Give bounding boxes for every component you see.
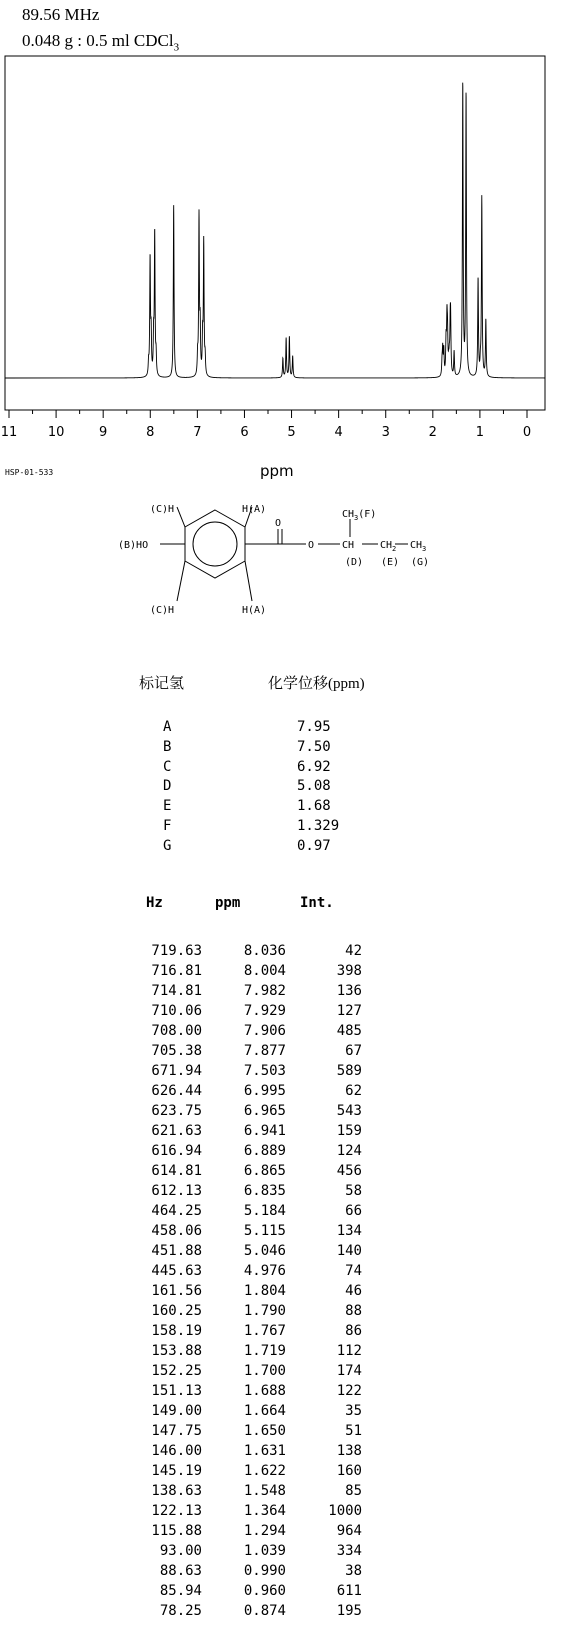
peak-row [0,1421,570,1441]
label-g: (G) [411,557,430,568]
peak-int: 456 [336,1163,362,1179]
peak-row [0,1161,570,1181]
x-tick-label: 0 [522,425,532,440]
assignment-row [0,758,570,778]
peak-int: 74 [345,1263,362,1279]
peak-hz: 122.13 [151,1503,202,1519]
peak-row [0,1101,570,1121]
peak-header-hz: Hz [146,895,163,911]
peak-row [0,981,570,1001]
peak-hz: 614.81 [151,1163,202,1179]
sample-label: 0.048 g : 0.5 ml CDCl$_3$ [22,31,180,54]
peak-int: 122 [336,1383,362,1399]
label-ch-top-left: (C)H [150,505,175,515]
peak-row [0,961,570,981]
peak-ppm: 8.004 [243,963,286,979]
peak-row [0,1061,570,1081]
peak-row [0,1181,570,1201]
x-axis-tick-labels [1,425,531,440]
peak-ppm: 7.906 [243,1023,286,1039]
peak-ppm: 1.294 [243,1523,286,1539]
peak-int: 543 [336,1103,362,1119]
label-ch3-f: $CH_3(F)$ [342,509,377,522]
assignment-label: A [163,719,172,735]
assignment-row [0,738,570,758]
ring-circle [193,522,237,566]
peak-row [0,1401,570,1421]
peak-int: 485 [336,1023,362,1039]
peak-ppm: 6.965 [243,1103,286,1119]
peak-ppm: 7.929 [243,1003,286,1019]
peak-hz: 621.63 [151,1123,202,1139]
peak-ppm: 5.115 [243,1223,286,1239]
peak-row [0,1261,570,1281]
x-axis-ticks [9,410,527,418]
peak-int: 398 [336,963,362,979]
peak-int: 58 [345,1183,362,1199]
peak-int: 35 [345,1403,362,1419]
peak-int: 140 [336,1243,362,1259]
x-tick-label: 2 [428,425,437,440]
peak-row [0,1281,570,1301]
frequency-label: 89.56 MHz [22,5,100,24]
peak-marks [149,84,486,378]
plot-frame [5,56,545,410]
peak-hz: 88.63 [159,1563,202,1579]
peak-ppm: 1.664 [243,1403,286,1419]
peak-hz: 671.94 [151,1063,202,1079]
x-tick-label: 9 [99,425,108,440]
peak-int: 51 [345,1423,362,1439]
peak-hz: 152.25 [151,1363,202,1379]
peak-row [0,1541,570,1561]
label-d: (D) [345,557,364,568]
assignment-header-label: 标记氢 [139,676,185,692]
bonds [160,507,408,601]
peak-ppm: 7.503 [243,1063,286,1079]
spectrum-id: HSP-01-533 [5,468,54,477]
peak-hz: 616.94 [151,1143,202,1159]
peak-int: 964 [336,1523,362,1539]
peak-header-int: Int. [300,895,334,911]
molecule-structure [0,505,570,625]
peak-ppm: 6.941 [243,1123,286,1139]
assignment-header-shift: 化学位移(ppm) [268,676,365,692]
peak-ppm: 6.995 [243,1083,286,1099]
assignment-row [0,837,570,857]
peak-ppm: 6.889 [243,1143,286,1159]
label-carbonyl-oxygen: O [275,518,282,529]
peak-int: 134 [336,1223,362,1239]
x-tick-label: 4 [334,425,343,440]
assignment-label: E [163,798,172,815]
peak-int: 67 [345,1043,362,1059]
peak-int: 62 [345,1083,362,1099]
peak-ppm: 1.548 [243,1483,286,1499]
peak-hz: 151.13 [151,1383,202,1399]
assignment-shift: 7.95 [297,719,331,735]
peak-ppm: 1.700 [243,1363,286,1379]
peak-hz: 612.13 [151,1183,202,1199]
peak-int: 138 [336,1443,362,1459]
benzene-ring [185,510,245,578]
x-axis-label: ppm [260,462,294,480]
peak-hz: 451.88 [151,1243,202,1259]
peak-hz: 705.38 [151,1043,202,1059]
peak-int: 159 [336,1123,362,1139]
label-h-bottom-right: H(A) [242,605,267,616]
peak-hz: 708.00 [151,1023,202,1039]
assignment-shift: 6.92 [297,758,331,775]
peak-hz: 145.19 [151,1463,202,1479]
peak-int: 112 [336,1343,362,1359]
peak-hz: 716.81 [151,963,202,979]
peak-hz: 710.06 [151,1003,202,1019]
peak-hz: 458.06 [151,1223,202,1239]
peak-row [0,1201,570,1221]
x-tick-label: 1 [475,425,485,440]
peak-int: 88 [345,1303,362,1319]
peak-row [0,1241,570,1261]
assignment-label: G [163,837,172,854]
assignment-shift: 1.68 [297,798,331,815]
assignment-label: B [163,738,172,755]
peak-ppm: 8.036 [243,943,286,959]
assignment-row [0,817,570,837]
peak-int: 1000 [328,1503,362,1519]
bond-ha-bottom [245,561,252,601]
peak-header-ppm: ppm [215,895,241,911]
label-ch3-end: $CH_3$ [410,540,427,553]
peak-int: 160 [336,1463,362,1479]
peak-ppm: 4.976 [243,1263,286,1279]
peak-ppm: 7.982 [243,983,286,999]
peak-row [0,1601,570,1621]
assignment-label: F [163,817,172,834]
peak-hz: 153.88 [151,1343,202,1359]
peak-ppm: 5.184 [243,1203,286,1219]
peak-ppm: 6.865 [243,1163,286,1179]
peak-hz: 161.56 [151,1283,202,1299]
peak-int: 195 [336,1603,362,1619]
bond-ch-bottom [177,561,185,601]
peak-row [0,1141,570,1161]
peak-hz: 158.19 [151,1323,202,1339]
peak-hz: 464.25 [151,1203,202,1219]
peak-hz: 138.63 [151,1483,202,1499]
label-ch2: $CH_2$ [380,540,397,553]
peak-hz: 78.25 [159,1603,202,1619]
assignment-shift: 5.08 [297,778,331,795]
peak-int: 86 [345,1323,362,1339]
peak-hz: 85.94 [159,1583,202,1599]
label-ch-bottom-left: (C)H [150,605,175,616]
bond-ch-top [177,507,185,527]
peak-hz: 626.44 [151,1083,202,1099]
peak-ppm: 1.650 [243,1423,286,1439]
peak-hz: 147.75 [151,1423,202,1439]
label-e: (E) [381,557,400,568]
peak-row [0,1501,570,1521]
nmr-spectrum-chart [0,0,570,460]
peak-hz: 623.75 [151,1103,202,1119]
peak-hz: 149.00 [151,1403,202,1419]
peak-ppm: 1.790 [243,1303,286,1319]
label-ho: (B)HO [118,540,149,551]
peak-ppm: 1.767 [243,1323,286,1339]
assignment-shift: 7.50 [297,738,331,755]
peak-ppm: 1.688 [243,1383,286,1399]
peak-ppm: 1.622 [243,1463,286,1479]
peak-int: 38 [345,1563,362,1579]
spectrum-trace [5,83,545,378]
assignment-shift: 1.329 [297,817,340,834]
x-tick-label: 8 [146,425,155,440]
peak-row [0,1321,570,1341]
peak-ppm: 0.960 [243,1583,286,1599]
peak-row [0,1301,570,1321]
peak-row [0,1561,570,1581]
peak-int: 85 [345,1483,362,1499]
x-tick-label: 6 [240,425,249,440]
peak-int: 611 [336,1583,362,1599]
peak-ppm: 6.835 [243,1183,286,1199]
peak-hz: 146.00 [151,1443,202,1459]
peak-int: 334 [336,1543,362,1559]
peak-int: 174 [336,1363,362,1379]
label-ch: CH [342,540,355,551]
peak-ppm: 1.039 [243,1543,286,1559]
peak-hz: 445.63 [151,1263,202,1279]
peak-ppm: 0.990 [243,1563,286,1579]
peak-row [0,1441,570,1461]
assignment-shift: 0.97 [297,837,331,854]
peak-table [0,941,570,1621]
peak-row [0,1341,570,1361]
x-tick-label: 7 [193,425,202,440]
peak-hz: 93.00 [159,1543,202,1559]
peak-row [0,1361,570,1381]
peak-ppm: 0.874 [243,1603,286,1619]
peak-ppm: 7.877 [243,1043,286,1059]
assignment-table [0,718,570,857]
x-tick-label: 10 [47,425,65,440]
ring-hexagon [185,510,245,578]
peak-row [0,1521,570,1541]
label-ester-oxygen: O [308,540,315,551]
x-tick-label: 5 [287,425,296,440]
peak-int: 589 [336,1063,362,1079]
peak-row [0,941,570,961]
peak-row [0,1481,570,1501]
peak-hz: 115.88 [151,1523,202,1539]
peak-hz: 719.63 [151,943,202,959]
peak-row [0,1081,570,1101]
peak-int: 46 [345,1283,362,1299]
assignment-row [0,777,570,797]
peak-ppm: 1.631 [243,1443,286,1459]
peak-hz: 160.25 [151,1303,202,1319]
peak-int: 136 [336,983,362,999]
peak-row [0,1041,570,1061]
peak-row [0,1121,570,1141]
peak-row [0,1581,570,1601]
assignment-row [0,718,570,738]
peak-ppm: 1.364 [243,1503,286,1519]
peak-ppm: 1.719 [243,1343,286,1359]
peak-hz: 714.81 [151,983,202,999]
peak-int: 127 [336,1003,362,1019]
x-tick-label: 3 [381,425,390,440]
label-h-top-right: H(A) [242,505,267,515]
peak-int: 124 [336,1143,362,1159]
peak-int: 66 [345,1203,362,1219]
peak-row [0,1381,570,1401]
peak-row [0,1221,570,1241]
assignment-label: C [163,758,172,775]
peak-row [0,1001,570,1021]
peak-int: 42 [345,943,362,959]
x-tick-label: 11 [0,425,18,440]
peak-row [0,1461,570,1481]
assignment-label: D [163,778,172,795]
peak-ppm: 1.804 [243,1283,286,1299]
assignment-row [0,797,570,817]
peak-ppm: 5.046 [243,1243,286,1259]
peak-row [0,1021,570,1041]
